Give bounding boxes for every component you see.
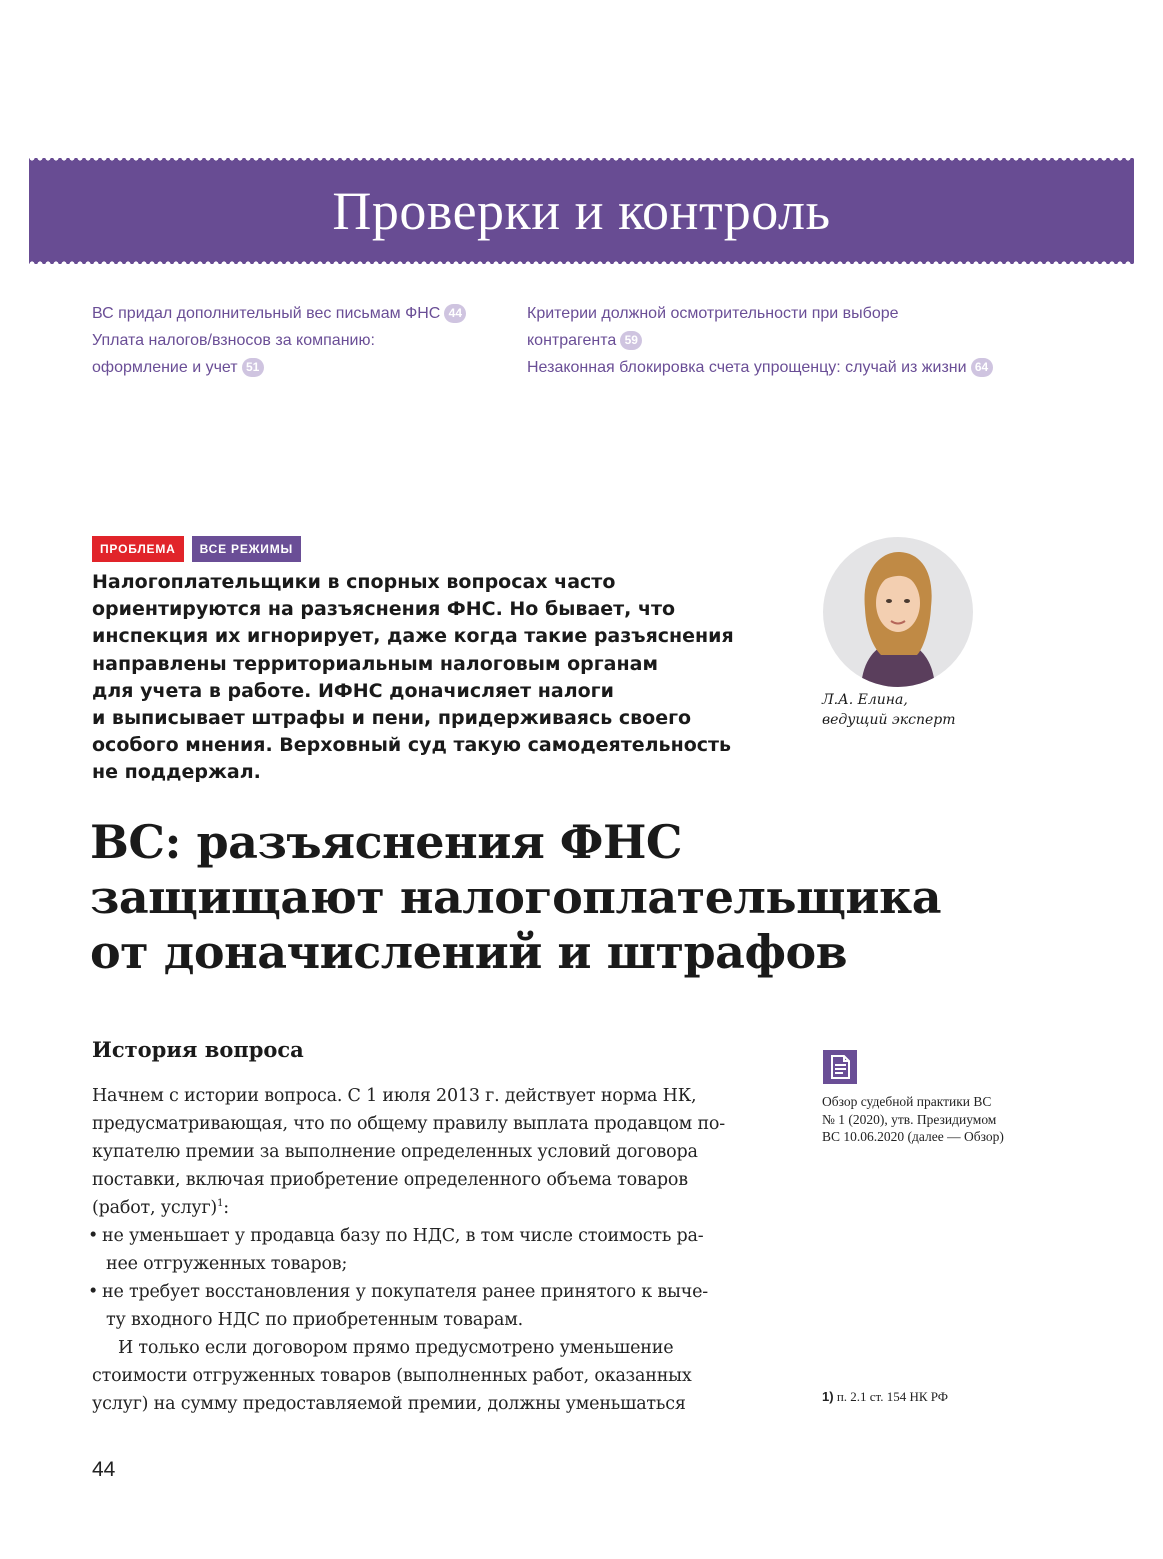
lead-line: Налогоплательщики в спорных вопросах часто xyxy=(92,571,616,593)
sidenote xyxy=(822,1093,1052,1146)
page-number: 44 xyxy=(92,1458,116,1481)
toc-item[interactable] xyxy=(527,327,1047,354)
bullet-item xyxy=(88,1278,768,1306)
lead-line: не поддержал. xyxy=(92,761,261,784)
toc-item-text: оформление и учет xyxy=(92,359,238,376)
author-avatar xyxy=(823,537,973,687)
bullet-text: ту входного НДС по приобретенным товарам. xyxy=(106,1310,523,1330)
footnote xyxy=(822,1389,948,1405)
bullet-text: не требует восстановления у покупателя ранее принятого к выче- xyxy=(102,1282,708,1302)
headline-line: ВС: разъяснения ФНС xyxy=(90,815,683,869)
lead-line: для учета в работе. ИФНС доначисляет налоги xyxy=(92,679,614,702)
toc-item-text: ВС придал дополнительный вес письмам ФНС xyxy=(92,305,441,322)
body-line: стоимости отгруженных товаров (выполненных работ, оказанных xyxy=(92,1366,692,1386)
sidenote-line: № 1 (2020), утв. Президиумом xyxy=(822,1111,997,1127)
section-title: Проверки и контроль xyxy=(332,181,831,241)
document-icon xyxy=(823,1050,857,1084)
page-badge: 51 xyxy=(242,358,264,377)
toc-item-text: Уплата налогов/взносов за компанию: xyxy=(92,332,375,349)
page-badge: 64 xyxy=(971,358,993,377)
body-text: : xyxy=(223,1198,229,1218)
bullet-text: не уменьшает у продавца базу по НДС, в том числе стоимость ра- xyxy=(102,1226,704,1246)
body-line: И только если договором прямо предусмотрено уменьшение xyxy=(118,1338,674,1358)
lead-paragraph xyxy=(92,569,782,787)
bullet-mark: • xyxy=(88,1282,99,1302)
page-badge: 44 xyxy=(444,304,466,323)
toc-item[interactable] xyxy=(92,327,512,354)
body-line: поставки, включая приобретение определенного объема товаров xyxy=(92,1170,688,1190)
body-line: Начнем с истории вопроса. С 1 июля 2013 г. действует норма НК, xyxy=(92,1086,697,1106)
toc-item[interactable] xyxy=(527,354,1047,381)
subheading: История вопроса xyxy=(92,1037,304,1062)
author-role: ведущий эксперт xyxy=(822,712,956,728)
author-caption xyxy=(822,690,956,730)
bullet-text: нее отгруженных товаров; xyxy=(106,1254,348,1274)
article-tags xyxy=(92,536,301,562)
footnote-ref[interactable]: 1 xyxy=(217,1198,224,1210)
section-banner xyxy=(29,158,1134,264)
footnote-number: 1) xyxy=(822,1389,834,1404)
bullet-mark: • xyxy=(88,1226,99,1246)
bullet-item xyxy=(88,1222,768,1250)
lead-line: инспекция их игнорирует, даже когда такие разъяснения xyxy=(92,625,734,648)
body-line xyxy=(92,1194,768,1222)
body-line: купателю премии за выполнение определенных условий договора xyxy=(92,1142,698,1162)
toc-right xyxy=(527,300,1047,381)
toc-item[interactable] xyxy=(92,300,512,327)
toc-item-text: Незаконная блокировка счета упрощенцу: случай из жизни xyxy=(527,359,967,376)
article-headline xyxy=(90,815,941,980)
author-name: Л.А. Елина, xyxy=(822,692,908,708)
toc-item[interactable] xyxy=(527,300,1047,327)
toc-left xyxy=(92,300,512,381)
sidenote-line: Обзор судебной практики ВС xyxy=(822,1094,992,1109)
sidenote-line: ВС 10.06.2020 (далее — Обзор) xyxy=(822,1129,1004,1144)
lead-line: и выписывает штрафы и пени, придерживаясь своего xyxy=(92,707,692,730)
body-text: (работ, услуг) xyxy=(92,1198,218,1218)
body-line: услуг) на сумму предоставляемой премии, должны уменьшаться xyxy=(92,1394,686,1414)
tag-problem: ПРОБЛЕМА xyxy=(92,536,184,562)
body-line: предусматривающая, что по общему правилу выплата продавцом по- xyxy=(92,1114,725,1134)
lead-line: ориентируются на разъяснения ФНС. Но бывает, что xyxy=(92,598,676,621)
author-photo xyxy=(823,537,973,687)
headline-line: от доначислений и штрафов xyxy=(90,925,848,979)
tag-mode: ВСЕ РЕЖИМЫ xyxy=(192,536,301,562)
lead-line: направлены территориальным налоговым органам xyxy=(92,652,658,675)
headline-line: защищают налогоплательщика xyxy=(90,870,942,924)
toc-item-text: Критерии должной осмотрительности при выборе xyxy=(527,305,899,322)
footnote-text: п. 2.1 ст. 154 НК РФ xyxy=(836,1389,949,1404)
page-badge: 59 xyxy=(620,331,642,350)
toc-item-text: контрагента xyxy=(527,332,617,349)
toc-item[interactable] xyxy=(92,354,512,381)
article-body xyxy=(88,1082,768,1418)
lead-line: особого мнения. Верховный суд такую самодеятельность xyxy=(92,734,732,757)
